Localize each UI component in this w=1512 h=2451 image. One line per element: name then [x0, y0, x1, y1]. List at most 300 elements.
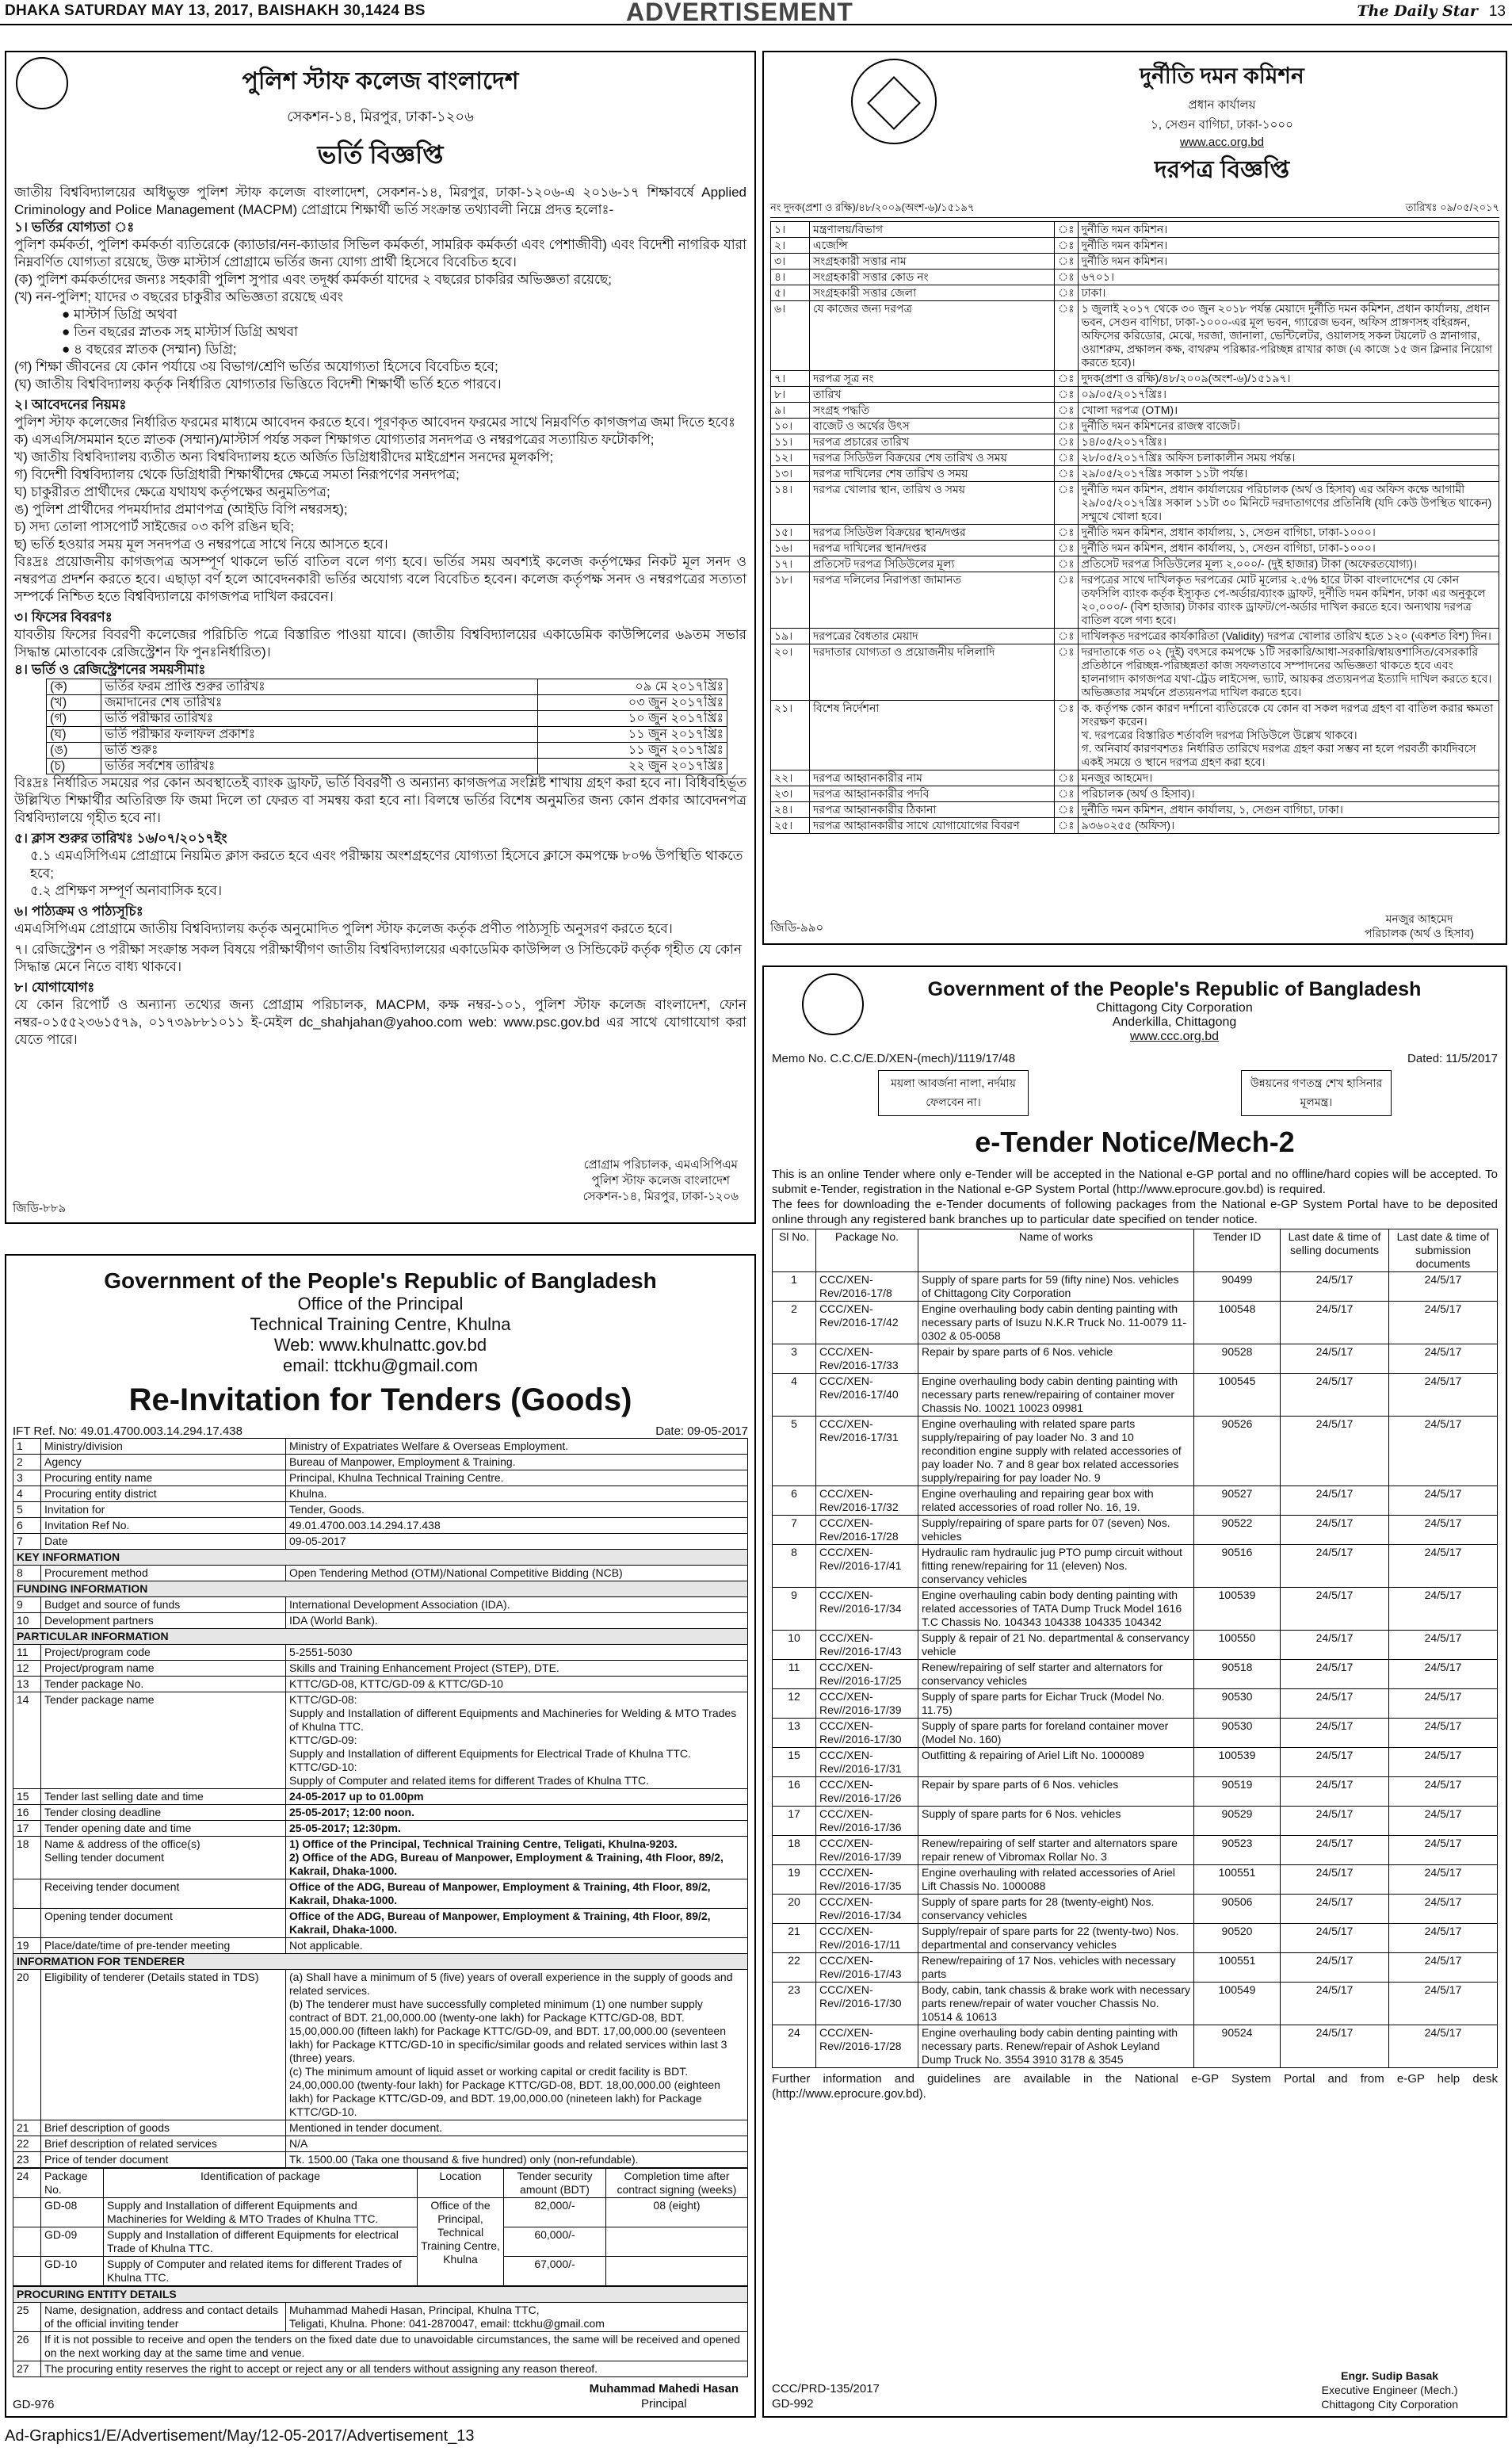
table-row: [773, 1924, 1498, 1953]
selling-date: 24/5/17: [1281, 1272, 1389, 1302]
row-value: 25-05-2017; 12:00 noon.: [286, 1805, 748, 1821]
table-row: [771, 482, 1499, 525]
submission-date: 24/5/17: [1389, 1895, 1498, 1924]
selling-date: 24/5/17: [1281, 1719, 1389, 1748]
row-number: 24: [773, 2025, 816, 2068]
row-number: ১৬।: [771, 541, 810, 556]
row-value: International Development Association (IDA).: [286, 1597, 748, 1613]
row-number: 14: [13, 1692, 41, 1789]
work-name: Renew/repairing of self starter and alternators spare repair renew of Vibromax Rollar No. 3: [918, 1836, 1194, 1865]
ctg-memo-line: [772, 1052, 1498, 1065]
row-sep: ঃ: [1055, 371, 1079, 387]
selling-date: 24/5/17: [1281, 1807, 1389, 1836]
row-number: ১৯।: [771, 629, 810, 644]
package-no: CCC/XEN-Rev/2016-17/32: [816, 1486, 918, 1516]
selling-date: 24/5/17: [1281, 1689, 1389, 1719]
column-header: Tender ID: [1194, 1229, 1281, 1272]
row-field: Development partners: [41, 1613, 286, 1629]
row-field: সংগ্রহকারী সত্তার জেলা: [810, 285, 1055, 301]
row-field: দরপত্রের বৈধতার মেয়াদ: [810, 629, 1055, 644]
row-sep: ঃ: [1055, 387, 1079, 403]
row-number: 23: [13, 2152, 41, 2168]
ctg-signature: Engr. Sudip Basak Executive Engineer (Mech.) Chittagong City Corporation: [1321, 2369, 1458, 2411]
selling-date: 24/5/17: [1281, 2025, 1389, 2068]
table-row: [13, 1534, 748, 1550]
column-header: Package No.: [816, 1229, 918, 1272]
row-value: Tender, Goods.: [286, 1502, 748, 1518]
package-no: CCC/XEN-Rev//2016-17/28: [816, 2025, 918, 2068]
row-sep: ঃ: [1055, 466, 1079, 482]
khulna-heading: Re-Invitation for Tenders (Goods): [128, 1382, 632, 1417]
row-value: Bureau of Manpower, Employment & Training.: [286, 1455, 748, 1470]
table-row: [771, 466, 1499, 482]
selling-date: 24/5/17: [1281, 1895, 1389, 1924]
row-number: 15: [13, 1789, 41, 1805]
khulna-web[interactable]: Web: www.khulnattc.gov.bd: [273, 1335, 487, 1355]
row-value: 49.01.4700.003.14.294.17.438: [286, 1518, 748, 1534]
submission-date: 24/5/17: [1389, 1588, 1498, 1631]
row-field: সংগ্রহকারী সত্তার নাম: [810, 254, 1055, 270]
police-s2-item: চ) সদ্য তোলা পাসপোর্ট সাইজের ০৩ কপি রঙিন ছবি;: [14, 519, 295, 534]
row-number: ৭।: [771, 371, 810, 387]
ctg-codes: CCC/PRD-135/2017 GD-992: [772, 2382, 880, 2411]
row-field: Procuring entity name: [41, 1470, 286, 1486]
row-field: দরপত্র প্রচারের তারিখ: [810, 434, 1055, 450]
khulna-office: Office of the Principal: [297, 1294, 464, 1313]
row-field: দরপত্র আহ্বানকারীর সাথে যোগাযোগের বিবরণ: [810, 818, 1055, 834]
table-row: [13, 1677, 748, 1692]
row-field: এজেন্সি: [810, 238, 1055, 254]
submission-date: 24/5/17: [1389, 1417, 1498, 1486]
work-name: Engine overhauling cabin body denting painting with related accessories of TATA Dump Truck Model 1616 T.C Chassis No. 104343 104338 104335 104342: [918, 1588, 1194, 1631]
khulna-table-2: [13, 2286, 748, 2377]
completion-time: [606, 2227, 748, 2257]
table-row: [773, 1777, 1498, 1807]
row-field: Budget and source of funds: [41, 1597, 286, 1613]
row-number: 22: [13, 2136, 41, 2152]
package-no: GD-09: [41, 2227, 104, 2257]
row-value: দুর্নীতি দমন কমিশন, প্রধান কার্যালয়ের পরিচালক (অর্থ ও হিসাব) এর অফিস কক্ষে আগামী ২৯/০৫/২০১৭খ্রিঃ সকাল ১১টা ৩০ মিনিটে দরদাতাগণের প্রতিনিধি (যদি কেউ উপস্থিত থাকেন) সম্মুখে খোলা হবে।: [1078, 482, 1499, 525]
row-number: 18: [773, 1836, 816, 1865]
row-field: Procurement method: [41, 1566, 286, 1581]
selling-date: 24/5/17: [1281, 1588, 1389, 1631]
row-number: ১২।: [771, 450, 810, 466]
tender-id: 100550: [1194, 1631, 1281, 1660]
ctg-ad: [762, 965, 1507, 2418]
row-field: বিশেষ নির্দেশনা: [810, 701, 1055, 770]
khulna-code: GD-976: [13, 2398, 55, 2411]
selling-date: 24/5/17: [1281, 1486, 1389, 1516]
row-sep: ঃ: [1055, 301, 1079, 371]
selling-date: 24/5/17: [1281, 1545, 1389, 1588]
row-number: ১৭।: [771, 556, 810, 572]
tender-id: 90519: [1194, 1777, 1281, 1807]
package-no: CCC/XEN-Rev/2016-17/40: [816, 1374, 918, 1417]
row-value: দুর্নীতি দমন কমিশন।: [1078, 254, 1499, 270]
submission-date: 24/5/17: [1389, 1689, 1498, 1719]
row-value: IDA (World Bank).: [286, 1613, 748, 1629]
selling-date: 24/5/17: [1281, 1748, 1389, 1777]
police-s8-text: যে কোন রিপোর্ট ও অন্যান্য তথ্যের জন্য প্রোগ্রাম পরিচালক, MACPM, কক্ষ নম্বর-১০১, পুলিশ স্টাফ কলেজ বাংলাদেশ, ফোন নম্বর-০১৫৫২৩৬১৫৭৯, ০১৭৩৯৮৮১০১১ ই-মেইল dc_shahjahan@yahoo.com web: www.psc.gov.bd এর সাথে যোগাযোগ করা যেতে পারে।: [14, 997, 746, 1047]
row-value: দুর্নীতি দমন কমিশন, প্রধান কার্যালয়, ১, সেগুন বাগিচা, ঢাকা-১০০০।: [1078, 525, 1499, 541]
row-value: দরদাতাকে গত ০২ (দুই) বৎসরে কমপক্ষে ১টি সরকারি/আধা-সরকারি/স্বায়ত্তশাসিত/বেসরকারি প্রতিষ্ঠানে পরিচ্ছন্ন-পরিচ্ছন্নতা কাজ সফলতাবে সম্পাদনের অভিজ্ঞতা থাকতে হবে এবং হালনাগাদ কাগজপত্র যথা-ট্রেড লাইসেন্স, ভ্যাট, আয়কর প্রত্যয়নপত্র ইত্যাদি দাখিল করতে হবে। অভিজ্ঞতার সমর্থনে প্রত্যয়নপত্র দাখিল করতে হবে।: [1078, 644, 1499, 701]
row-number: 3: [13, 1470, 41, 1486]
row-value: প্রতিসেট দরপত্র সিডিউলের মূল্য ২,০০০/- (দুই হাজার) টাকা (অফেরতযোগ্য)।: [1078, 556, 1499, 572]
package-no: CCC/XEN-Rev/2016-17/33: [816, 1344, 918, 1374]
table-row: [771, 572, 1499, 629]
row-number: 24: [13, 2169, 41, 2198]
row-field: Name, designation, address and contact details of the official inviting tender: [41, 2303, 286, 2332]
work-name: Repair by spare parts of 6 Nos. vehicle: [918, 1344, 1194, 1374]
table-row: (চ) ভর্তির সর্বশেষ তারিখঃ ২২ জুন ২০১৭খ্রিঃ: [47, 759, 727, 774]
dateline: DHAKA SATURDAY MAY 13, 2017, BAISHAKH 30,1424 BS: [5, 2, 426, 19]
row-number: ২৩।: [771, 786, 810, 802]
table-row: [773, 1417, 1498, 1486]
row-sep: ঃ: [1055, 818, 1079, 834]
package-no: CCC/XEN-Rev//2016-17/43: [816, 1953, 918, 1983]
row-field: দরপত্র আহ্বানকারীর ঠিকানা: [810, 802, 1055, 818]
ctg-web[interactable]: www.ccc.org.bd: [1129, 1030, 1220, 1043]
submission-date: 24/5/17: [1389, 1924, 1498, 1953]
ctg-corp: Chittagong City Corporation: [1096, 1001, 1253, 1015]
khulna-signature: Muhammad Mahedi Hasan Principal: [589, 2382, 739, 2411]
tender-id: 90522: [1194, 1516, 1281, 1545]
tender-id: 100539: [1194, 1748, 1281, 1777]
page-footer: Ad-Graphics1/E/Advertisement/May/12-05-2017/Advertisement_13: [5, 2427, 475, 2445]
submission-date: 24/5/17: [1389, 1660, 1498, 1689]
selling-date: 24/5/17: [1281, 1374, 1389, 1417]
table-row: [13, 1789, 748, 1805]
row-number: ২৫।: [771, 818, 810, 834]
table-row: [773, 1983, 1498, 2025]
table-row: [13, 1821, 748, 1837]
table-row: [771, 270, 1499, 285]
row-field: সংগ্রহকারী সত্তার কোড নং: [810, 270, 1055, 285]
row-number: 10: [773, 1631, 816, 1660]
work-name: Engine overhauling body cabin denting painting with necessary parts. Renew/repair of Ashok Leyland Dump Truck No. 3554 3910 3178 & 3545: [918, 2025, 1194, 2068]
column-header: Identification of package: [104, 2169, 418, 2198]
column-header: Name of works: [918, 1229, 1194, 1272]
table-row: [13, 1645, 748, 1661]
table-header-row: [13, 2169, 748, 2198]
submission-date: 24/5/17: [1389, 1272, 1498, 1302]
row-number: [13, 2257, 41, 2286]
row-field: মন্ত্রণালয়/বিভাগ: [810, 222, 1055, 238]
selling-date: 24/5/17: [1281, 1302, 1389, 1344]
table-row: [13, 2257, 748, 2286]
table-row: [773, 1953, 1498, 1983]
table-row: [13, 1879, 748, 1909]
tender-id: 100549: [1194, 1983, 1281, 2025]
row-field: প্রতিসেট দরপত্র সিডিউলের মূল্য: [810, 556, 1055, 572]
table-row: [13, 2152, 748, 2168]
selling-date: 24/5/17: [1281, 1983, 1389, 2025]
row-value: দুর্নীতি দমন কমিশন।: [1078, 222, 1499, 238]
police-bullet: ● ৪ বছরের স্নাতক (সম্মান) ডিগ্রি;: [62, 342, 237, 357]
row-number: 5: [773, 1417, 816, 1486]
package-no: CCC/XEN-Rev/2016-17/28: [816, 1516, 918, 1545]
package-no: CCC/XEN-Rev//2016-17/26: [816, 1777, 918, 1807]
package-no: CCC/XEN-Rev//2016-17/34: [816, 1895, 918, 1924]
table-row: [773, 1374, 1498, 1417]
tender-id: 90520: [1194, 1924, 1281, 1953]
row-number: 16: [13, 1805, 41, 1821]
acc-ad: [762, 51, 1507, 945]
selling-date: 24/5/17: [1281, 1660, 1389, 1689]
ctg-slogans: [772, 1070, 1498, 1116]
acc-date: তারিখঃ ০৯/০৫/২০১৭: [1405, 201, 1499, 213]
row-value: পরিচালক (অর্থ ও হিসাব)।: [1078, 786, 1499, 802]
work-name: Supply of spare parts for Eichar Truck (Model No. 11.75): [918, 1689, 1194, 1719]
work-name: Renew/repairing of self starter and alternators for conservancy vehicles: [918, 1660, 1194, 1689]
row-value: Tk. 1500.00 (Taka one thousand & five hundred) only (non-refundable).: [286, 2152, 748, 2168]
row-field: Tender closing deadline: [41, 1805, 286, 1821]
row-value: ক. কর্তৃপক্ষ কোন কারণ দর্শানো ব্যতিরেকে যে কোন বা সকল দরপত্র গ্রহণ বা বাতিল করার ক্ষমতা সংরক্ষণ করেন। খ. দরপত্রের বিস্তারিত শর্তাবলি দরপত্র সিডিউলে উল্লেখ থাকবে। গ. অনিবার্য কারণবশতঃ নির্ধারিত তারিখে দরপত্র গ্রহণ করা সম্ভব না হলে পরবর্তী কার্যদিবসে একই সময়ে ও স্থানে দরপত্র গ্রহণ করা হবে।: [1078, 701, 1499, 770]
row-value: Not applicable.: [286, 1938, 748, 1954]
row-number: [13, 2198, 41, 2227]
tender-id: 100551: [1194, 1865, 1281, 1895]
table-row: [773, 1344, 1498, 1374]
row-value: Ministry of Expatriates Welfare & Overseas Employment.: [286, 1439, 748, 1455]
ctg-intro2: The fees for downloading the e-Tender documents of following packages from the National e-GP System Portal have to be deposited online through any registered bank branches up to particular date specified on tender notice.: [772, 1198, 1498, 1226]
row-sep: ঃ: [1055, 572, 1079, 629]
police-s6: ৬। পাঠ্যক্রম ও পাঠ্যসূচিঃ: [14, 904, 143, 919]
row-value: ০৯/০৫/২০১৭খ্রিঃ।: [1078, 387, 1499, 403]
police-s2: ২। আবেদনের নিয়মঃ: [14, 397, 127, 412]
row-number: 8: [13, 1566, 41, 1581]
row-field: Tender last selling date and time: [41, 1789, 286, 1805]
section-header: FUNDING INFORMATION: [13, 1581, 748, 1597]
table-row: [771, 285, 1499, 301]
table-row: [773, 1588, 1498, 1631]
row-number: 26: [13, 2332, 41, 2361]
row-number: 12: [773, 1689, 816, 1719]
work-name: Engine overhauling with related accessories of Ariel Lift Chassis No. 1000088: [918, 1865, 1194, 1895]
row-sep: ঃ: [1055, 403, 1079, 419]
row-field: Procuring entity district: [41, 1486, 286, 1502]
acc-signature: মনজুর আহমেদ পরিচালক (অর্থ ও হিসাব): [1365, 912, 1474, 939]
row-sep: ঃ: [1055, 238, 1079, 254]
police-s1-item: (ঘ) জাতীয় বিশ্ববিদ্যালয় কর্তৃক নির্ধারিত যোগ্যতার ভিত্তিতে বিদেশী শিক্ষার্থী ভর্তি হতে পারবে।: [14, 377, 502, 392]
police-title: পুলিশ স্টাফ কলেজ বাংলাদেশ: [242, 68, 519, 94]
police-heading: ভর্তি বিজ্ঞপ্তি: [317, 140, 444, 169]
row-field: Brief description of related services: [41, 2136, 286, 2152]
police-ad: [5, 51, 756, 1224]
column-header: Last date & time of selling documents: [1281, 1229, 1389, 1272]
package-no: CCC/XEN-Rev/2016-17/8: [816, 1272, 918, 1302]
police-s1-item: (ক) পুলিশ কর্মকর্তাদের জন্যঃ সহকারী পুলিশ সুপার এবং তদূর্ধ্ব কর্মকর্তা যাদের ২ বছরের চাকরির অভিজ্ঞতা রয়েছে;: [14, 272, 612, 287]
row-number: 11: [13, 1645, 41, 1661]
row-number: 9: [13, 1597, 41, 1613]
row-field: দরপত্র আহ্বানকারীর পদবি: [810, 786, 1055, 802]
row-sep: ঃ: [1055, 541, 1079, 556]
submission-date: 24/5/17: [1389, 1486, 1498, 1516]
selling-date: 24/5/17: [1281, 1953, 1389, 1983]
acc-web[interactable]: www.acc.org.bd: [1180, 136, 1264, 149]
table-row: [771, 434, 1499, 450]
package-id: Supply of Computer and related items for different Trades of Khulna TTC.: [104, 2257, 418, 2286]
package-no: CCC/XEN-Rev//2016-17/25: [816, 1660, 918, 1689]
police-s8: ৮। যোগাযোগঃ: [14, 980, 95, 995]
table-row: [771, 644, 1499, 701]
work-name: Supply & repair of 21 No. departmental & conservancy vehicle: [918, 1631, 1194, 1660]
table-row: [13, 2120, 748, 2136]
row-number: 22: [773, 1953, 816, 1983]
row-sep: ঃ: [1055, 482, 1079, 525]
row-field: Project/program code: [41, 1645, 286, 1661]
tender-id: 100545: [1194, 1374, 1281, 1417]
police-schedule-table: [46, 679, 727, 774]
page-number: 13: [1488, 3, 1506, 20]
table-row: (খ) জমাদানের শেষ তারিখঃ ০৩ জুন ২০১৭খ্রিঃ: [47, 695, 727, 711]
table-row: [13, 2332, 748, 2361]
table-row: [771, 450, 1499, 466]
package-no: CCC/XEN-Rev//2016-17/41: [816, 1545, 918, 1588]
table-row: [773, 2025, 1498, 2068]
package-no: CCC/XEN-Rev//2016-17/43: [816, 1631, 918, 1660]
row-sep: ঃ: [1055, 254, 1079, 270]
package-no: CCC/XEN-Rev//2016-17/39: [816, 1689, 918, 1719]
table-row: [773, 1516, 1498, 1545]
row-value: ৬৭০১।: [1078, 270, 1499, 285]
table-row: [771, 387, 1499, 403]
row-number: 1: [773, 1272, 816, 1302]
table-row: [13, 1486, 748, 1502]
acc-title: দুর্নীতি দমন কমিশন: [1140, 63, 1304, 88]
row-field: দরপত্র সূত্র নং: [810, 371, 1055, 387]
row-field: দরপত্র আহ্বানকারীর নাম: [810, 770, 1055, 786]
row-value: Mentioned in tender document.: [286, 2120, 748, 2136]
package-no: CCC/XEN-Rev/2016-17/42: [816, 1302, 918, 1344]
table-row: [13, 2227, 748, 2257]
row-field: দরপত্র দাখিলের স্থান/দপ্তর: [810, 541, 1055, 556]
table-row: [13, 1550, 748, 1566]
table-row: [773, 1807, 1498, 1836]
tender-id: 90530: [1194, 1689, 1281, 1719]
row-number: 18: [13, 1837, 41, 1879]
row-value: Khulna.: [286, 1486, 748, 1502]
police-s5: ৫। ক্লাস শুরুর তারিখঃ ১৬/০৭/২০১৭ইং: [14, 831, 227, 846]
work-name: Supply of spare parts for 59 (fifty nine) Nos. vehicles of Chittagong City Corporation: [918, 1272, 1194, 1302]
table-row: (ঙ) ভর্তি শুরুঃ ১১ জুন ২০১৭খ্রিঃ: [47, 743, 727, 759]
table-row: [773, 1719, 1498, 1748]
row-value: 09-05-2017: [286, 1534, 748, 1550]
acc-sub2: ১, সেগুন বাগিচা, ঢাকা-১০০০: [1151, 118, 1293, 132]
table-row: [771, 802, 1499, 818]
package-no: CCC/XEN-Rev/2016-17/31: [816, 1417, 918, 1486]
row-value: Principal, Khulna Technical Training Centre.: [286, 1470, 748, 1486]
work-name: Supply/repair of spare parts for 22 (twenty-two) Nos. departmental and conservancy vehicles: [918, 1924, 1194, 1953]
khulna-date: Date: 09-05-2017: [655, 1424, 748, 1438]
row-field: Opening tender document: [41, 1909, 286, 1938]
police-s2-item: ছ) ভর্তি হওয়ার সময় মূল সনদপত্র ও নম্বরপত্রে সাথে নিয়ে আসতে হবে।: [14, 537, 388, 552]
table-row: [773, 1895, 1498, 1924]
table-row: [13, 1613, 748, 1629]
row-number: ৩।: [771, 254, 810, 270]
page-header: [0, 0, 1512, 25]
table-row: [771, 222, 1499, 238]
row-value: ১ জুলাই ২০১৭ থেকে ৩০ জুন ২০১৮ পর্যন্ত মেয়াদে দুর্নীতি দমন কমিশন, প্রধান কার্যালয়, প্রধান ভবন, সেগুন বাগিচা, ঢাকা-১০০০-এর মূল ভবন, গ্যারেজ ভবন, অফিস প্রাঙ্গণসহ বহিরঙ্গন, অফিসের করিডোর, মেঝে, দরজা, জানালা, ভেন্টিলেটর, ওয়ালসহ সকল টয়লেট ও স্নানাগার, ওয়াশরুম, প্রক্ষালন কক্ষ, বাথরুম পরিষ্কার-পরিচ্ছন্ন রাখার কাজ (এ কাজে ১৫ জন ক্লিনার নিয়োগ করতে হবে)।: [1078, 301, 1499, 371]
table-row: [13, 1909, 748, 1938]
work-name: Supply of spare parts for 28 (twenty-eight) Nos. conservancy vehicles: [918, 1895, 1194, 1924]
row-value: 5-2551-5030: [286, 1645, 748, 1661]
column-header: Package No.: [41, 2169, 104, 2198]
police-s3: ৩। ফিসের বিবরণঃ: [14, 610, 113, 625]
row-number: ১।: [771, 222, 810, 238]
row-field: Eligibility of tenderer (Details stated in TDS): [41, 1970, 286, 2120]
table-row: [13, 2198, 748, 2227]
package-no: GD-08: [41, 2198, 104, 2227]
row-field: Project/program name: [41, 1661, 286, 1677]
row-sep: ঃ: [1055, 525, 1079, 541]
table-row: (গ) ভর্তি পরীক্ষার তারিখঃ ১০ জুন ২০১৭খ্রিঃ: [47, 711, 727, 727]
table-row: [13, 1837, 748, 1879]
work-name: Outfitting & repairing of Ariel Lift No. 1000089: [918, 1748, 1194, 1777]
table-row: [771, 701, 1499, 770]
row-sep: ঃ: [1055, 450, 1079, 466]
row-number: ১৪।: [771, 482, 810, 525]
table-row: [771, 818, 1499, 834]
section-header: INFORMATION FOR TENDERER: [13, 1954, 748, 1970]
police-s2-text: পুলিশ স্টাফ কলেজের নির্ধারিত ফরমের মাধ্যমে আবেদন করতে হবে। পূরণকৃত আবেদন ফরমের সাথে নিম্নবর্ণিত কাগজপত্র জমা দিতে হবেঃ: [14, 415, 735, 430]
package-id: Supply and Installation of different Equipments and Machineries for Welding & MTO Trades of Khulna TTC.: [104, 2198, 418, 2227]
submission-date: 24/5/17: [1389, 1516, 1498, 1545]
submission-date: 24/5/17: [1389, 1836, 1498, 1865]
row-number: 21: [773, 1924, 816, 1953]
police-bullet: ● মাস্টার্স ডিগ্রি অথবা: [62, 307, 178, 322]
work-name: Repair by spare parts of 6 Nos. vehicles: [918, 1777, 1194, 1807]
police-logo: [16, 57, 68, 109]
row-number: [13, 2227, 41, 2257]
selling-date: 24/5/17: [1281, 1777, 1389, 1807]
table-row: [771, 254, 1499, 270]
table-row: [13, 1970, 748, 2120]
ctg-slogan: উন্নয়নের গণতন্ত্র শেখ হাসিনার মূলমন্ত্র।: [1241, 1070, 1392, 1116]
table-row: [773, 1272, 1498, 1302]
khulna-package-table: [13, 2168, 748, 2286]
tender-id: 90527: [1194, 1486, 1281, 1516]
selling-date: 24/5/17: [1281, 1344, 1389, 1374]
row-number: 16: [773, 1777, 816, 1807]
tender-id: 100548: [1194, 1302, 1281, 1344]
tender-id: 90524: [1194, 2025, 1281, 2068]
completion-time: [606, 2257, 748, 2286]
acc-sub1: প্রধান কার্যালয়: [1188, 98, 1256, 112]
row-value: (a) Shall have a minimum of 5 (five) years of overall experience in the supply of goods and related services. (b) The tenderer must have successfully completed minimum (1) one number supply contract of BDT. 21,00,000.00 (twenty-one lakh) for Package KTTC/GD-08, BDT. 15,00,000.00 (fifteen lakh) for Package KTTC/GD-09, and BDT. 17,00,000.00 (seventeen lakh) for Package KTTC/GD-10 in specific/similar goods and related services within last 3 (three) years. (c) The minimum amount of liquid asset or working capital or credit facility is BDT. 24,00,000.00 (twenty-four lakh) for Package KTTC/GD-08, BDT. 18,00,000.00 (eighteen lakh) for Package KTTC/GD-09, and BDT. 19,00,000.00 (nineteen lakh) for Package KTTC/GD-10.: [286, 1970, 748, 2120]
paper-name: The Daily Star: [1357, 2, 1478, 20]
section-title: ADVERTISEMENT: [626, 0, 853, 26]
row-field: সংগ্রহ পদ্ধতি: [810, 403, 1055, 419]
khulna-ref-line: [13, 1424, 748, 1438]
row-value: 25-05-2017; 12:30pm.: [286, 1821, 748, 1837]
submission-date: 24/5/17: [1389, 1807, 1498, 1836]
tender-id: 90516: [1194, 1545, 1281, 1588]
row-number: ১৩।: [771, 466, 810, 482]
row-field: Agency: [41, 1455, 286, 1470]
row-field: দরপত্র খোলার স্থান, তারিখ ও সময়: [810, 482, 1055, 525]
acc-memo-line: [770, 201, 1499, 218]
police-signature: প্রোগ্রাম পরিচালক, এমএসিপিএম পুলিশ স্টাফ কলেজ বাংলাদেশ সেকশন-১৪, মিরপুর, ঢাকা-১২০৬: [582, 1158, 739, 1203]
row-value: দুর্নীতি দমন কমিশন, প্রধান কার্যালয়, ১, সেগুন বাগিচা, ঢাকা-১০০০।: [1078, 541, 1499, 556]
table-row: [771, 371, 1499, 387]
police-s1: ১। ভর্তির যোগ্যতা ঃ: [14, 220, 135, 235]
table-row: [771, 238, 1499, 254]
submission-date: 24/5/17: [1389, 1983, 1498, 2025]
work-name: Supply of spare parts for foreland container mover (Model No. 160): [918, 1719, 1194, 1748]
khulna-email[interactable]: email: ttckhu@gmail.com: [282, 1356, 479, 1375]
police-s2-item: খ) জাতীয় বিশ্ববিদ্যালয় ব্যতীত অন্য বিশ্ববিদ্যালয় হতে অর্জিত ডিগ্রিধারীদের মাইগ্রেশন সনদের মূলকপি;: [14, 449, 554, 465]
selling-date: 24/5/17: [1281, 1924, 1389, 1953]
